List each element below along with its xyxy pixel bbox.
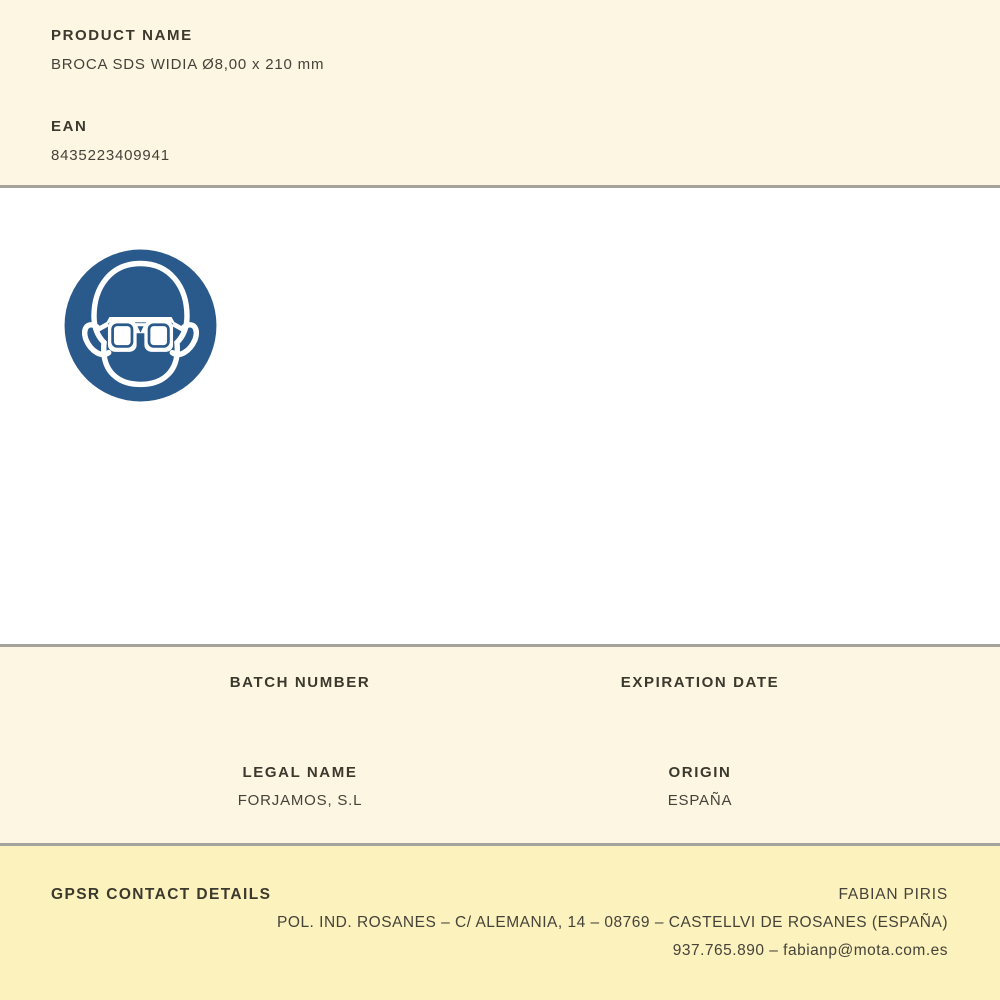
product-name-value: BROCA SDS WIDIA Ø8,00 x 210 mm xyxy=(51,56,325,73)
gpsr-contact-address: POL. IND. ROSANES – C/ ALEMANIA, 14 – 08769 – CASTELLVI DE ROSANES (ESPAÑA) xyxy=(277,914,948,931)
gpsr-contact-name: FABIAN PIRIS xyxy=(838,886,948,903)
batch-number-label: BATCH NUMBER xyxy=(229,674,371,691)
safety-icon-section xyxy=(0,188,1000,644)
batch-number-value xyxy=(100,701,500,721)
gpsr-contact-row xyxy=(51,884,948,906)
origin-label: ORIGIN xyxy=(668,764,732,781)
expiration-date-label: EXPIRATION DATE xyxy=(620,674,780,691)
legal-name-value: FORJAMOS, S.L xyxy=(237,792,363,809)
ean-value: 8435223409941 xyxy=(51,147,170,164)
gpsr-contact-section xyxy=(0,846,1000,1000)
details-grid xyxy=(100,673,900,811)
batch-number-field xyxy=(100,673,500,721)
gpsr-contact-label: GPSR CONTACT DETAILS xyxy=(51,886,272,903)
product-header-section xyxy=(0,0,1000,185)
expiration-date-field xyxy=(500,673,900,721)
product-name-label: PRODUCT NAME xyxy=(51,27,193,44)
spacer xyxy=(51,75,949,117)
expiration-date-value xyxy=(500,701,900,721)
legal-name-label: LEGAL NAME xyxy=(242,764,358,781)
legal-name-field xyxy=(100,763,500,811)
details-section xyxy=(0,647,1000,843)
wear-eye-protection-icon xyxy=(63,248,218,403)
origin-value: ESPAÑA xyxy=(667,792,733,809)
gpsr-contact-phone-email: 937.765.890 – fabianp@mota.com.es xyxy=(672,942,948,959)
origin-field xyxy=(500,763,900,811)
ean-label: EAN xyxy=(51,118,88,135)
